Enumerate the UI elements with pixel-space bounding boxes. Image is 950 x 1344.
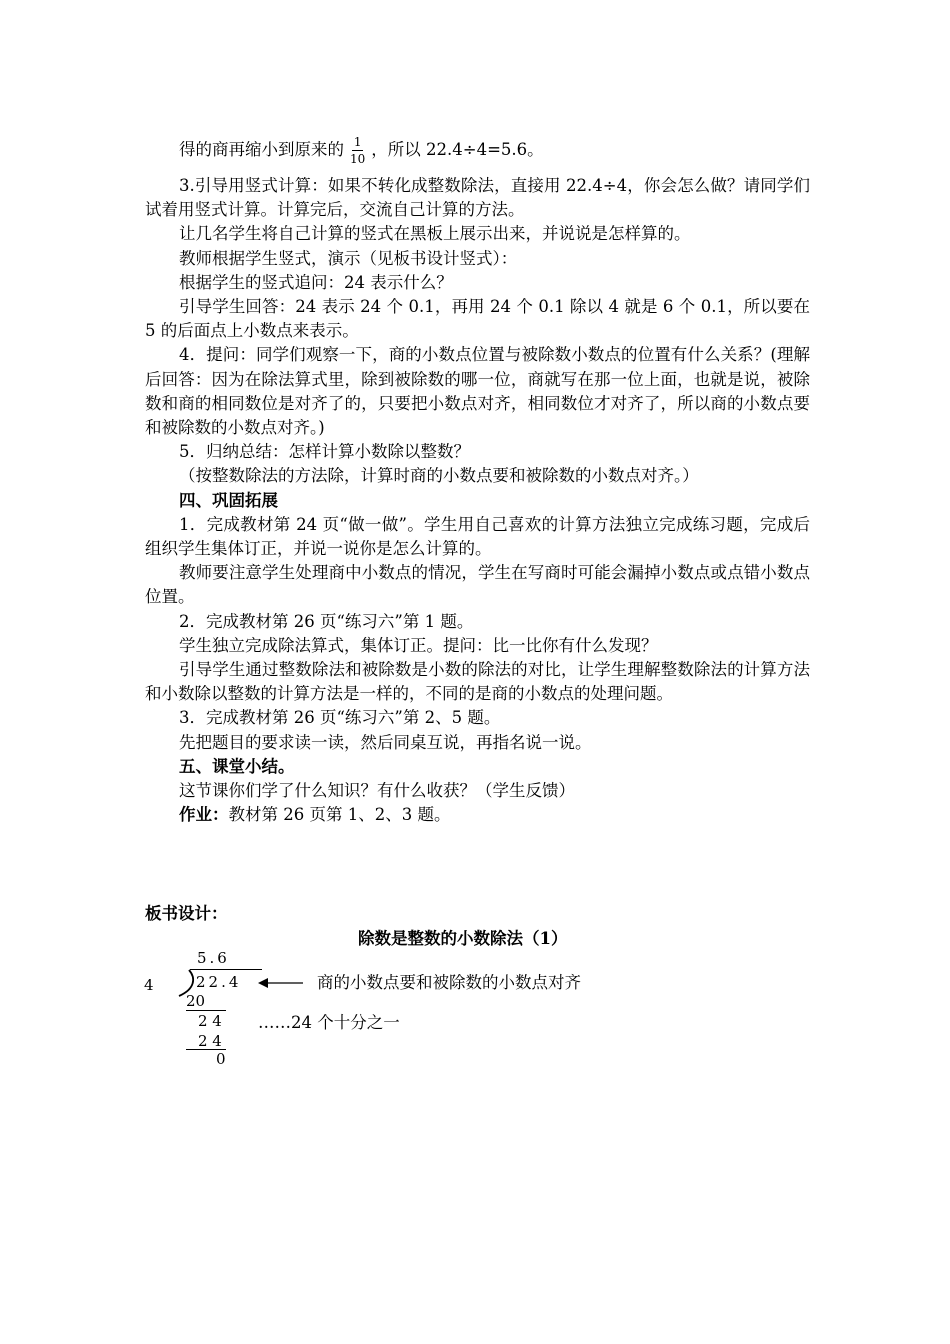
- board-design-title: 除数是整数的小数除法（1）: [358, 929, 568, 948]
- fraction-one-tenth: [348, 135, 367, 166]
- board-design-label: 板书设计：: [145, 904, 228, 923]
- paragraph: 3．完成教材第 26 页“练习六”第 2、5 题。: [179, 708, 501, 728]
- division-step3: 2 4: [198, 1032, 222, 1050]
- fraction-denominator: 10: [350, 151, 366, 166]
- division-dividend: 22.4: [196, 973, 242, 991]
- left-arrow-icon: [258, 977, 304, 989]
- paragraph: 引导学生通过整数除法和被除数是小数的除法的对比，让学生理解整数除法的计算方法和小数除以整数的计算方法是一样的，不同的是商的小数点的处理问题。: [145, 660, 810, 704]
- division-step-line-1: [186, 1010, 226, 1011]
- paragraph: 教师根据学生竖式，演示（见板书设计竖式）：: [179, 248, 518, 268]
- paragraph: 让几名学生将自己计算的竖式在黑板上展示出来，并说说是怎样算的。: [179, 224, 691, 244]
- paragraph: 1．完成教材第 24 页“做一做”。学生用自己喜欢的计算方法独立完成练习题，完成后组织学生集体订正，并说一说你是怎么计算的。: [145, 514, 810, 559]
- paragraph: 先把题目的要求读一读，然后同桌互说，再指名说一说。: [179, 732, 592, 752]
- fraction-line-before: 得的商再缩小到原来的: [179, 139, 344, 159]
- paragraph: 4．提问：同学们观察一下，商的小数点位置与被除数小数点的位置有什么关系？(理解后回答：因为在除法算式里，除到被除数的哪一位，商就写在那一位上面，也就是说，被除数和商的相同数位是对齐了的，只要把小数点对齐，相同数位才对齐了，所以商的小数点要和被除数的小数点对齐。): [145, 345, 810, 438]
- paragraph: 学生独立完成除法算式，集体订正。提问：比一比你有什么发现？: [179, 635, 658, 655]
- division-step2: 2 4: [198, 1012, 222, 1030]
- board-note-decimal-point: 商的小数点要和被除数的小数点对齐: [317, 973, 581, 992]
- section-heading-summary: 五、课堂小结。: [179, 756, 295, 776]
- homework-text: 教材第 26 页第 1、2、3 题。: [228, 805, 451, 825]
- division-quotient: 5.6: [197, 949, 230, 967]
- paragraph: 根据学生的竖式追问：24 表示什么？: [179, 272, 453, 292]
- section-heading-consolidate: 四、巩固拓展: [179, 490, 278, 510]
- homework-label: 作业：: [179, 805, 229, 825]
- fraction-numerator: 1: [353, 134, 362, 149]
- division-step1: 20: [186, 992, 206, 1010]
- fraction-line: [145, 128, 810, 172]
- paragraph: 5．归纳总结：怎样计算小数除以整数？: [179, 442, 470, 462]
- paragraph: 这节课你们学了什么知识？有什么收获？（学生反馈）: [179, 781, 575, 801]
- homework-line: [145, 803, 810, 827]
- paragraph: 3.引导用竖式计算：如果不转化成整数除法，直接用 22.4÷4，你会怎么做？请同学们试着用竖式计算。计算完后，交流自己计算的方法。: [145, 176, 810, 220]
- paragraph: 2．完成教材第 26 页“练习六”第 1 题。: [179, 611, 474, 631]
- paragraph: 引导学生回答：24 表示 24 个 0.1，再用 24 个 0.1 除以 4 就是 6 个 0.1，所以要在 5 的后面点上小数点来表示。: [145, 297, 810, 341]
- division-remainder: 0: [216, 1050, 226, 1068]
- paragraph: （按整数除法的方法除，计算时商的小数点要和被除数的小数点对齐。）: [179, 466, 699, 486]
- division-top-line: [190, 969, 262, 970]
- division-divisor: 4: [144, 976, 154, 994]
- board-note-tenths: ……24 个十分之一: [258, 1013, 400, 1032]
- paragraph: 教师要注意学生处理商中小数点的情况，学生在写商时可能会漏掉小数点或点错小数点位置。: [145, 563, 810, 607]
- fraction-line-after: ，所以 22.4÷4=5.6。: [371, 139, 544, 159]
- lesson-body: [145, 128, 810, 827]
